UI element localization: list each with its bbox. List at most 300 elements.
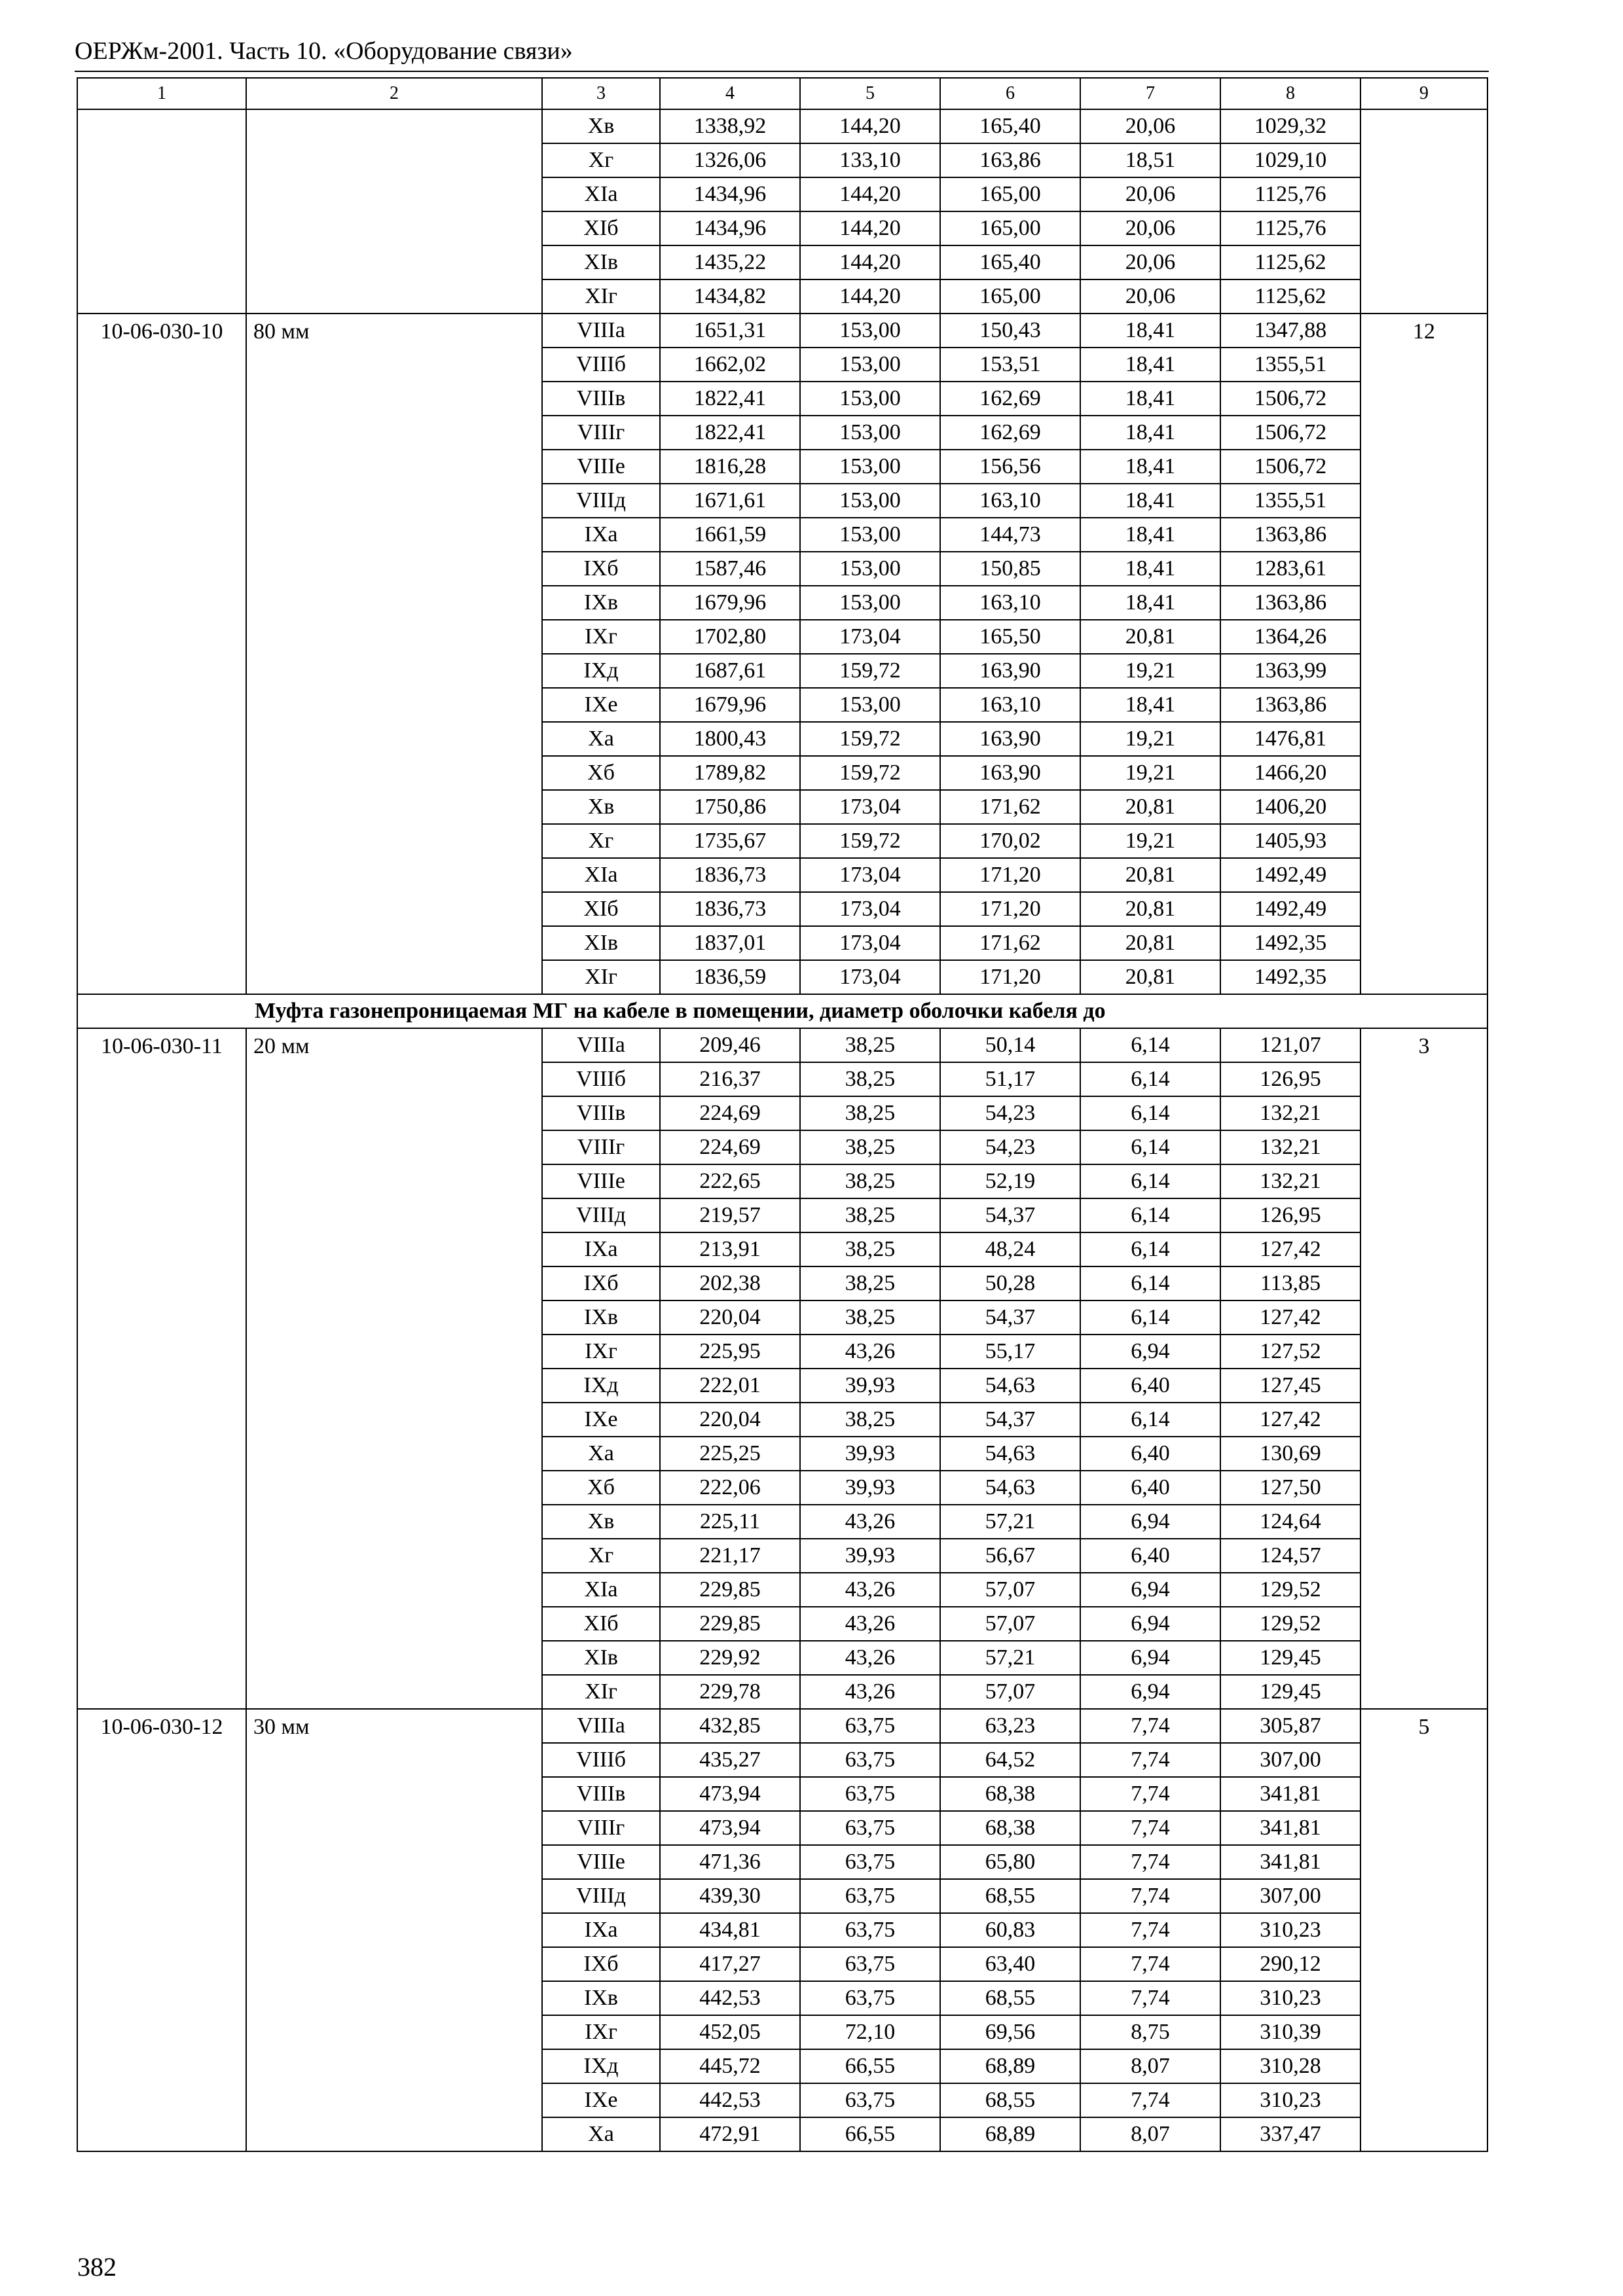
material-cost-cell: 1506,72 <box>1220 382 1360 416</box>
total-cost-cell: 1837,01 <box>660 926 800 960</box>
labor-cost-cell: 153,00 <box>800 518 940 552</box>
machine-cost-cell: 48,24 <box>940 1232 1080 1266</box>
machine-cost-cell: 54,23 <box>940 1096 1080 1130</box>
machine-cost-cell: 163,10 <box>940 484 1080 518</box>
region-code-cell: VIIIд <box>542 484 660 518</box>
region-code-cell: Хг <box>542 143 660 177</box>
total-cost-cell: 445,72 <box>660 2049 800 2083</box>
material-cost-cell: 1363,86 <box>1220 586 1360 620</box>
region-code-cell: IXа <box>542 1913 660 1947</box>
region-code-cell: VIIIе <box>542 1845 660 1879</box>
region-code-cell: XIа <box>542 177 660 211</box>
rate-code: 10-06-030-11 <box>77 1028 246 1709</box>
region-code-cell: XIг <box>542 1675 660 1709</box>
region-code-cell: XIв <box>542 926 660 960</box>
work-name: 80 мм <box>246 314 542 994</box>
machine-cost-cell: 162,69 <box>940 382 1080 416</box>
labor-cost-cell: 63,75 <box>800 1947 940 1981</box>
operator-wages-cell: 6,40 <box>1080 1471 1220 1505</box>
total-cost-cell: 224,69 <box>660 1096 800 1130</box>
material-cost-cell: 310,39 <box>1220 2015 1360 2049</box>
operator-wages-cell: 7,74 <box>1080 1879 1220 1913</box>
labor-cost-cell: 63,75 <box>800 1981 940 2015</box>
labor-cost-cell: 39,93 <box>800 1539 940 1573</box>
labor-cost-cell: 38,25 <box>800 1232 940 1266</box>
material-cost-cell: 1283,61 <box>1220 552 1360 586</box>
total-cost-cell: 229,85 <box>660 1607 800 1641</box>
total-cost-cell: 417,27 <box>660 1947 800 1981</box>
labor-cost-cell: 38,25 <box>800 1300 940 1335</box>
operator-wages-cell: 8,07 <box>1080 2117 1220 2151</box>
total-cost-cell: 1822,41 <box>660 416 800 450</box>
total-cost-cell: 220,04 <box>660 1300 800 1335</box>
total-cost-cell: 473,94 <box>660 1811 800 1845</box>
labor-cost-cell: 38,25 <box>800 1266 940 1300</box>
region-code-cell: IXб <box>542 1947 660 1981</box>
total-cost-cell: 472,91 <box>660 2117 800 2151</box>
region-code-cell: XIб <box>542 892 660 926</box>
material-cost-cell: 1492,35 <box>1220 926 1360 960</box>
operator-wages-cell: 6,14 <box>1080 1096 1220 1130</box>
total-cost-cell: 229,85 <box>660 1573 800 1607</box>
machine-cost-cell: 51,17 <box>940 1062 1080 1096</box>
labor-cost-cell: 63,75 <box>800 1811 940 1845</box>
machine-cost-cell: 68,55 <box>940 1879 1080 1913</box>
material-weight: 3 <box>1360 1028 1487 1709</box>
total-cost-cell: 1651,31 <box>660 314 800 348</box>
machine-cost-cell: 163,90 <box>940 722 1080 756</box>
operator-wages-cell: 19,21 <box>1080 824 1220 858</box>
total-cost-cell: 442,53 <box>660 1981 800 2015</box>
work-name <box>246 109 542 314</box>
region-code-cell: XIг <box>542 279 660 314</box>
material-cost-cell: 132,21 <box>1220 1164 1360 1198</box>
machine-cost-cell: 54,63 <box>940 1437 1080 1471</box>
material-cost-cell: 132,21 <box>1220 1096 1360 1130</box>
region-code-cell: VIIIв <box>542 382 660 416</box>
machine-cost-cell: 68,55 <box>940 2083 1080 2117</box>
region-code-cell: XIв <box>542 245 660 279</box>
region-code-cell: IXе <box>542 1403 660 1437</box>
machine-cost-cell: 50,14 <box>940 1028 1080 1062</box>
table-row <box>77 1709 1487 1743</box>
machine-cost-cell: 64,52 <box>940 1743 1080 1777</box>
total-cost-cell: 1735,67 <box>660 824 800 858</box>
operator-wages-cell: 8,07 <box>1080 2049 1220 2083</box>
machine-cost-cell: 54,63 <box>940 1369 1080 1403</box>
operator-wages-cell: 18,41 <box>1080 586 1220 620</box>
column-number: 9 <box>1360 78 1487 109</box>
total-cost-cell: 1434,82 <box>660 279 800 314</box>
total-cost-cell: 213,91 <box>660 1232 800 1266</box>
region-code-cell: IXв <box>542 586 660 620</box>
material-cost-cell: 1363,86 <box>1220 518 1360 552</box>
region-code-cell: VIIIд <box>542 1198 660 1232</box>
machine-cost-cell: 57,21 <box>940 1505 1080 1539</box>
operator-wages-cell: 6,14 <box>1080 1266 1220 1300</box>
operator-wages-cell: 18,41 <box>1080 688 1220 722</box>
table-body <box>77 78 1487 2151</box>
material-cost-cell: 310,23 <box>1220 2083 1360 2117</box>
material-cost-cell: 129,52 <box>1220 1607 1360 1641</box>
column-number: 3 <box>542 78 660 109</box>
table-row <box>77 314 1487 348</box>
region-code-cell: VIIIе <box>542 450 660 484</box>
machine-cost-cell: 171,20 <box>940 892 1080 926</box>
operator-wages-cell: 18,41 <box>1080 552 1220 586</box>
total-cost-cell: 1661,59 <box>660 518 800 552</box>
machine-cost-cell: 144,73 <box>940 518 1080 552</box>
material-cost-cell: 127,42 <box>1220 1232 1360 1266</box>
region-code-cell: IXв <box>542 1981 660 2015</box>
region-code-cell: Хв <box>542 109 660 143</box>
operator-wages-cell: 20,81 <box>1080 926 1220 960</box>
region-code-cell: IXб <box>542 1266 660 1300</box>
region-code-cell: XIа <box>542 858 660 892</box>
labor-cost-cell: 159,72 <box>800 824 940 858</box>
material-cost-cell: 341,81 <box>1220 1811 1360 1845</box>
operator-wages-cell: 6,94 <box>1080 1335 1220 1369</box>
total-cost-cell: 1687,61 <box>660 654 800 688</box>
region-code-cell: IXг <box>542 620 660 654</box>
total-cost-cell: 222,65 <box>660 1164 800 1198</box>
total-cost-cell: 225,11 <box>660 1505 800 1539</box>
region-code-cell: IXд <box>542 1369 660 1403</box>
operator-wages-cell: 18,41 <box>1080 314 1220 348</box>
column-number: 8 <box>1220 78 1360 109</box>
labor-cost-cell: 153,00 <box>800 314 940 348</box>
operator-wages-cell: 7,74 <box>1080 2083 1220 2117</box>
material-cost-cell: 1363,99 <box>1220 654 1360 688</box>
material-cost-cell: 127,42 <box>1220 1403 1360 1437</box>
labor-cost-cell: 38,25 <box>800 1096 940 1130</box>
machine-cost-cell: 57,21 <box>940 1641 1080 1675</box>
labor-cost-cell: 153,00 <box>800 552 940 586</box>
labor-cost-cell: 159,72 <box>800 756 940 790</box>
operator-wages-cell: 7,74 <box>1080 1913 1220 1947</box>
total-cost-cell: 1750,86 <box>660 790 800 824</box>
labor-cost-cell: 153,00 <box>800 484 940 518</box>
machine-cost-cell: 171,20 <box>940 960 1080 994</box>
total-cost-cell: 1816,28 <box>660 450 800 484</box>
machine-cost-cell: 56,67 <box>940 1539 1080 1573</box>
region-code-cell: VIIIб <box>542 348 660 382</box>
region-code-cell: Ха <box>542 2117 660 2151</box>
labor-cost-cell: 153,00 <box>800 348 940 382</box>
machine-cost-cell: 163,10 <box>940 688 1080 722</box>
total-cost-cell: 1434,96 <box>660 177 800 211</box>
material-cost-cell: 1476,81 <box>1220 722 1360 756</box>
material-cost-cell: 127,50 <box>1220 1471 1360 1505</box>
labor-cost-cell: 38,25 <box>800 1062 940 1096</box>
material-cost-cell: 1492,35 <box>1220 960 1360 994</box>
total-cost-cell: 220,04 <box>660 1403 800 1437</box>
material-cost-cell: 132,21 <box>1220 1130 1360 1164</box>
material-weight: 12 <box>1360 314 1487 994</box>
region-code-cell: XIг <box>542 960 660 994</box>
labor-cost-cell: 43,26 <box>800 1641 940 1675</box>
total-cost-cell: 1836,73 <box>660 892 800 926</box>
material-cost-cell: 310,28 <box>1220 2049 1360 2083</box>
labor-cost-cell: 63,75 <box>800 1845 940 1879</box>
region-code-cell: VIIIб <box>542 1743 660 1777</box>
material-cost-cell: 1355,51 <box>1220 484 1360 518</box>
machine-cost-cell: 68,55 <box>940 1981 1080 2015</box>
labor-cost-cell: 133,10 <box>800 143 940 177</box>
material-cost-cell: 1125,76 <box>1220 177 1360 211</box>
material-cost-cell: 1492,49 <box>1220 858 1360 892</box>
machine-cost-cell: 68,38 <box>940 1777 1080 1811</box>
total-cost-cell: 473,94 <box>660 1777 800 1811</box>
operator-wages-cell: 20,06 <box>1080 109 1220 143</box>
total-cost-cell: 1587,46 <box>660 552 800 586</box>
material-cost-cell: 1406,20 <box>1220 790 1360 824</box>
labor-cost-cell: 144,20 <box>800 177 940 211</box>
total-cost-cell: 1338,92 <box>660 109 800 143</box>
machine-cost-cell: 163,90 <box>940 654 1080 688</box>
labor-cost-cell: 63,75 <box>800 2083 940 2117</box>
labor-cost-cell: 43,26 <box>800 1675 940 1709</box>
region-code-cell: IXв <box>542 1300 660 1335</box>
material-cost-cell: 126,95 <box>1220 1062 1360 1096</box>
machine-cost-cell: 171,20 <box>940 858 1080 892</box>
total-cost-cell: 1702,80 <box>660 620 800 654</box>
column-number: 4 <box>660 78 800 109</box>
machine-cost-cell: 63,23 <box>940 1709 1080 1743</box>
operator-wages-cell: 6,14 <box>1080 1232 1220 1266</box>
total-cost-cell: 1671,61 <box>660 484 800 518</box>
machine-cost-cell: 69,56 <box>940 2015 1080 2049</box>
labor-cost-cell: 153,00 <box>800 416 940 450</box>
material-cost-cell: 290,12 <box>1220 1947 1360 1981</box>
machine-cost-cell: 60,83 <box>940 1913 1080 1947</box>
region-code-cell: Хб <box>542 756 660 790</box>
material-cost-cell: 1363,86 <box>1220 688 1360 722</box>
labor-cost-cell: 144,20 <box>800 211 940 245</box>
operator-wages-cell: 7,74 <box>1080 1743 1220 1777</box>
column-number-row <box>77 78 1487 109</box>
machine-cost-cell: 171,62 <box>940 790 1080 824</box>
machine-cost-cell: 163,90 <box>940 756 1080 790</box>
region-code-cell: IXе <box>542 688 660 722</box>
labor-cost-cell: 43,26 <box>800 1505 940 1539</box>
material-cost-cell: 127,42 <box>1220 1300 1360 1335</box>
machine-cost-cell: 165,50 <box>940 620 1080 654</box>
material-cost-cell: 341,81 <box>1220 1845 1360 1879</box>
material-cost-cell: 1506,72 <box>1220 416 1360 450</box>
material-cost-cell: 1466,20 <box>1220 756 1360 790</box>
total-cost-cell: 219,57 <box>660 1198 800 1232</box>
labor-cost-cell: 159,72 <box>800 722 940 756</box>
machine-cost-cell: 165,00 <box>940 177 1080 211</box>
operator-wages-cell: 6,94 <box>1080 1641 1220 1675</box>
column-number: 1 <box>77 78 246 109</box>
operator-wages-cell: 18,41 <box>1080 416 1220 450</box>
operator-wages-cell: 19,21 <box>1080 722 1220 756</box>
operator-wages-cell: 20,81 <box>1080 892 1220 926</box>
operator-wages-cell: 6,14 <box>1080 1198 1220 1232</box>
labor-cost-cell: 159,72 <box>800 654 940 688</box>
machine-cost-cell: 165,40 <box>940 109 1080 143</box>
labor-cost-cell: 38,25 <box>800 1130 940 1164</box>
total-cost-cell: 222,06 <box>660 1471 800 1505</box>
total-cost-cell: 202,38 <box>660 1266 800 1300</box>
total-cost-cell: 435,27 <box>660 1743 800 1777</box>
labor-cost-cell: 173,04 <box>800 892 940 926</box>
machine-cost-cell: 57,07 <box>940 1573 1080 1607</box>
region-code-cell: IXе <box>542 2083 660 2117</box>
total-cost-cell: 1822,41 <box>660 382 800 416</box>
total-cost-cell: 442,53 <box>660 2083 800 2117</box>
region-code-cell: VIIIд <box>542 1879 660 1913</box>
labor-cost-cell: 144,20 <box>800 245 940 279</box>
total-cost-cell: 1836,59 <box>660 960 800 994</box>
labor-cost-cell: 72,10 <box>800 2015 940 2049</box>
material-cost-cell: 127,52 <box>1220 1335 1360 1369</box>
region-code-cell: Ха <box>542 1437 660 1471</box>
operator-wages-cell: 20,06 <box>1080 177 1220 211</box>
operator-wages-cell: 8,75 <box>1080 2015 1220 2049</box>
operator-wages-cell: 7,74 <box>1080 1709 1220 1743</box>
total-cost-cell: 1435,22 <box>660 245 800 279</box>
labor-cost-cell: 39,93 <box>800 1437 940 1471</box>
operator-wages-cell: 6,14 <box>1080 1300 1220 1335</box>
total-cost-cell: 452,05 <box>660 2015 800 2049</box>
total-cost-cell: 224,69 <box>660 1130 800 1164</box>
machine-cost-cell: 150,43 <box>940 314 1080 348</box>
labor-cost-cell: 38,25 <box>800 1028 940 1062</box>
region-code-cell: XIа <box>542 1573 660 1607</box>
labor-cost-cell: 153,00 <box>800 586 940 620</box>
machine-cost-cell: 68,89 <box>940 2049 1080 2083</box>
labor-cost-cell: 173,04 <box>800 620 940 654</box>
machine-cost-cell: 52,19 <box>940 1164 1080 1198</box>
machine-cost-cell: 150,85 <box>940 552 1080 586</box>
material-cost-cell: 307,00 <box>1220 1743 1360 1777</box>
region-code-cell: Хв <box>542 1505 660 1539</box>
total-cost-cell: 221,17 <box>660 1539 800 1573</box>
operator-wages-cell: 19,21 <box>1080 756 1220 790</box>
page-number: 382 <box>77 2252 117 2282</box>
machine-cost-cell: 54,23 <box>940 1130 1080 1164</box>
section-heading-row <box>77 994 1487 1028</box>
material-cost-cell: 341,81 <box>1220 1777 1360 1811</box>
machine-cost-cell: 165,00 <box>940 279 1080 314</box>
rate-code: 10-06-030-12 <box>77 1709 246 2151</box>
operator-wages-cell: 20,06 <box>1080 245 1220 279</box>
labor-cost-cell: 63,75 <box>800 1879 940 1913</box>
table-row <box>77 109 1487 143</box>
operator-wages-cell: 6,94 <box>1080 1675 1220 1709</box>
material-cost-cell: 129,52 <box>1220 1573 1360 1607</box>
labor-cost-cell: 38,25 <box>800 1198 940 1232</box>
region-code-cell: XIв <box>542 1641 660 1675</box>
operator-wages-cell: 6,14 <box>1080 1130 1220 1164</box>
price-table <box>77 77 1488 2152</box>
region-code-cell: IXг <box>542 2015 660 2049</box>
labor-cost-cell: 43,26 <box>800 1335 940 1369</box>
labor-cost-cell: 173,04 <box>800 858 940 892</box>
region-code-cell: IXа <box>542 518 660 552</box>
material-cost-cell: 130,69 <box>1220 1437 1360 1471</box>
operator-wages-cell: 20,81 <box>1080 858 1220 892</box>
machine-cost-cell: 57,07 <box>940 1607 1080 1641</box>
column-number: 7 <box>1080 78 1220 109</box>
region-code-cell: IXд <box>542 2049 660 2083</box>
header-rule <box>75 71 1489 72</box>
region-code-cell: VIIIа <box>542 1028 660 1062</box>
region-code-cell: IXг <box>542 1335 660 1369</box>
material-cost-cell: 1125,76 <box>1220 211 1360 245</box>
region-code-cell: Ха <box>542 722 660 756</box>
labor-cost-cell: 39,93 <box>800 1471 940 1505</box>
material-cost-cell: 1029,10 <box>1220 143 1360 177</box>
material-cost-cell: 1355,51 <box>1220 348 1360 382</box>
region-code-cell: IXа <box>542 1232 660 1266</box>
total-cost-cell: 209,46 <box>660 1028 800 1062</box>
machine-cost-cell: 153,51 <box>940 348 1080 382</box>
machine-cost-cell: 55,17 <box>940 1335 1080 1369</box>
total-cost-cell: 1800,43 <box>660 722 800 756</box>
operator-wages-cell: 19,21 <box>1080 654 1220 688</box>
material-weight <box>1360 109 1487 314</box>
operator-wages-cell: 18,41 <box>1080 382 1220 416</box>
operator-wages-cell: 7,74 <box>1080 1981 1220 2015</box>
region-code-cell: IXд <box>542 654 660 688</box>
total-cost-cell: 1326,06 <box>660 143 800 177</box>
machine-cost-cell: 163,86 <box>940 143 1080 177</box>
work-name: 30 мм <box>246 1709 542 2151</box>
region-code-cell: VIIIв <box>542 1096 660 1130</box>
material-cost-cell: 121,07 <box>1220 1028 1360 1062</box>
total-cost-cell: 1789,82 <box>660 756 800 790</box>
region-code-cell: VIIIа <box>542 314 660 348</box>
machine-cost-cell: 68,38 <box>940 1811 1080 1845</box>
total-cost-cell: 1679,96 <box>660 688 800 722</box>
operator-wages-cell: 20,81 <box>1080 960 1220 994</box>
work-name: 20 мм <box>246 1028 542 1709</box>
material-cost-cell: 337,47 <box>1220 2117 1360 2151</box>
region-code-cell: VIIIа <box>542 1709 660 1743</box>
labor-cost-cell: 153,00 <box>800 382 940 416</box>
region-code-cell: VIIIг <box>542 1811 660 1845</box>
labor-cost-cell: 153,00 <box>800 688 940 722</box>
operator-wages-cell: 6,14 <box>1080 1403 1220 1437</box>
material-cost-cell: 310,23 <box>1220 1913 1360 1947</box>
operator-wages-cell: 20,81 <box>1080 790 1220 824</box>
region-code-cell: VIIIв <box>542 1777 660 1811</box>
labor-cost-cell: 153,00 <box>800 450 940 484</box>
material-cost-cell: 1405,93 <box>1220 824 1360 858</box>
total-cost-cell: 1662,02 <box>660 348 800 382</box>
machine-cost-cell: 68,89 <box>940 2117 1080 2151</box>
labor-cost-cell: 63,75 <box>800 1709 940 1743</box>
total-cost-cell: 1679,96 <box>660 586 800 620</box>
material-cost-cell: 113,85 <box>1220 1266 1360 1300</box>
operator-wages-cell: 7,74 <box>1080 1947 1220 1981</box>
total-cost-cell: 225,95 <box>660 1335 800 1369</box>
region-code-cell: Хг <box>542 824 660 858</box>
operator-wages-cell: 6,14 <box>1080 1164 1220 1198</box>
operator-wages-cell: 7,74 <box>1080 1845 1220 1879</box>
machine-cost-cell: 165,40 <box>940 245 1080 279</box>
machine-cost-cell: 156,56 <box>940 450 1080 484</box>
operator-wages-cell: 20,06 <box>1080 211 1220 245</box>
region-code-cell: Хг <box>542 1539 660 1573</box>
material-cost-cell: 1347,88 <box>1220 314 1360 348</box>
labor-cost-cell: 173,04 <box>800 960 940 994</box>
machine-cost-cell: 54,37 <box>940 1198 1080 1232</box>
